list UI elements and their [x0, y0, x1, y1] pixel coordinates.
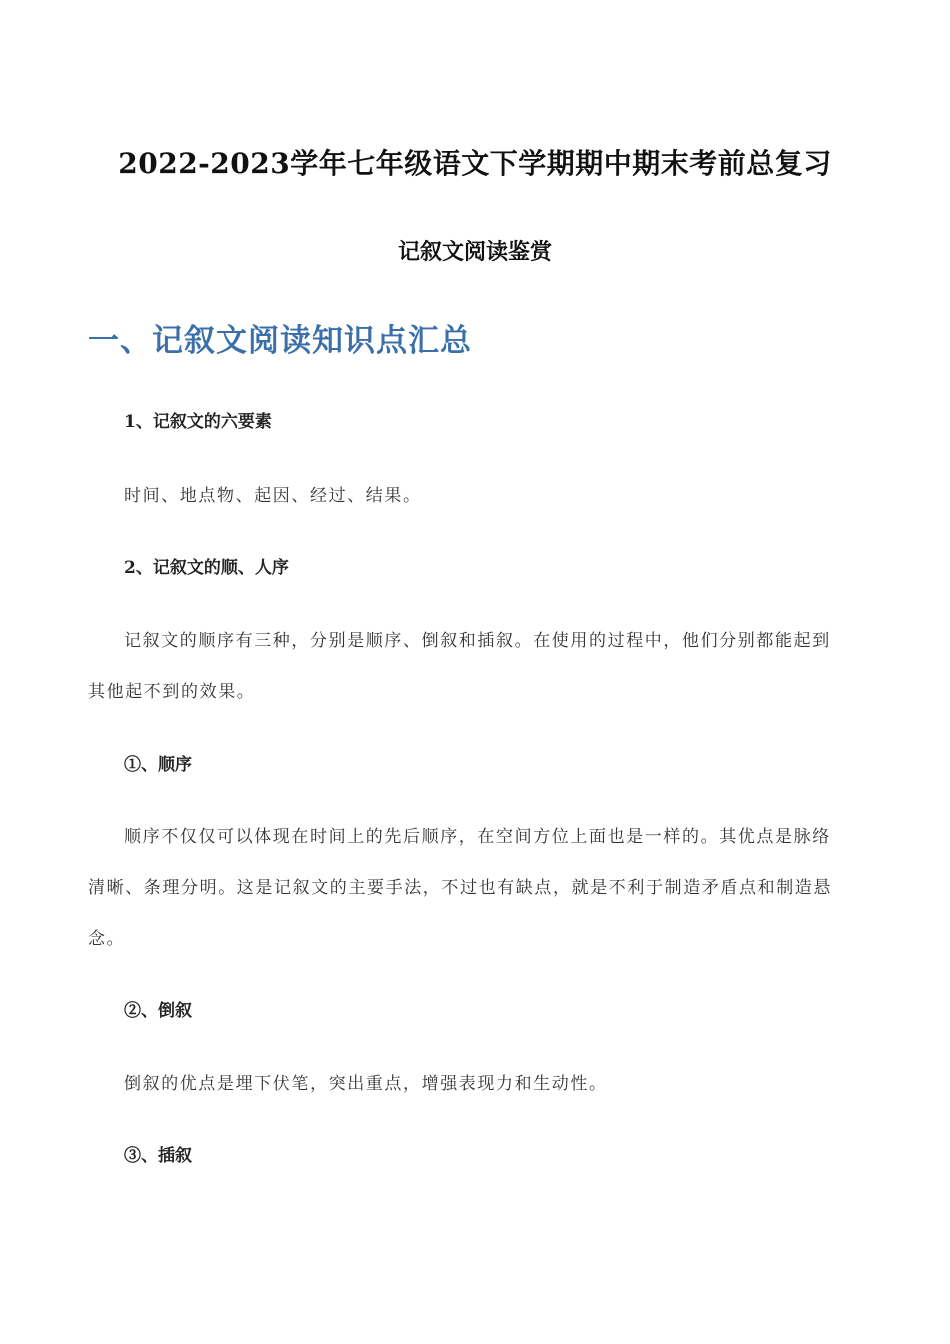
order-heading: 2、记叙文的顺、人序 — [124, 558, 289, 578]
order-text-line-2: 其他起不到的效果。 — [88, 682, 256, 702]
order-text-line-1: 记叙文的顺序有三种，分别是顺序、倒叙和插叙。在使用的过程中，他们分别都能起到 — [124, 631, 831, 651]
interpolation-heading: ③、插叙 — [124, 1146, 192, 1166]
six-elements-heading: 1、记叙文的六要素 — [124, 412, 272, 432]
document-title: 2022-2023学年七年级语文下学期期中期末考前总复习 — [118, 147, 832, 180]
six-elements-text: 时间、地点物、起因、经过、结果。 — [124, 486, 422, 506]
flashback-text: 倒叙的优点是埋下伏笔，突出重点，增强表现力和生动性。 — [124, 1074, 608, 1094]
flashback-heading: ②、倒叙 — [124, 1001, 192, 1021]
section-heading: 一、记叙文阅读知识点汇总 — [88, 323, 472, 359]
sequential-heading: ①、顺序 — [124, 755, 192, 775]
sequential-text-line-1: 顺序不仅仅可以体现在时间上的先后顺序，在空间方位上面也是一样的。其优点是脉络 — [124, 827, 831, 847]
document-subtitle: 记叙文阅读鉴赏 — [397, 239, 552, 265]
sequential-text-line-2: 清晰、条理分明。这是记叙文的主要手法，不过也有缺点，就是不利于制造矛盾点和制造悬 — [88, 878, 832, 898]
sequential-text-line-3: 念。 — [88, 929, 126, 949]
